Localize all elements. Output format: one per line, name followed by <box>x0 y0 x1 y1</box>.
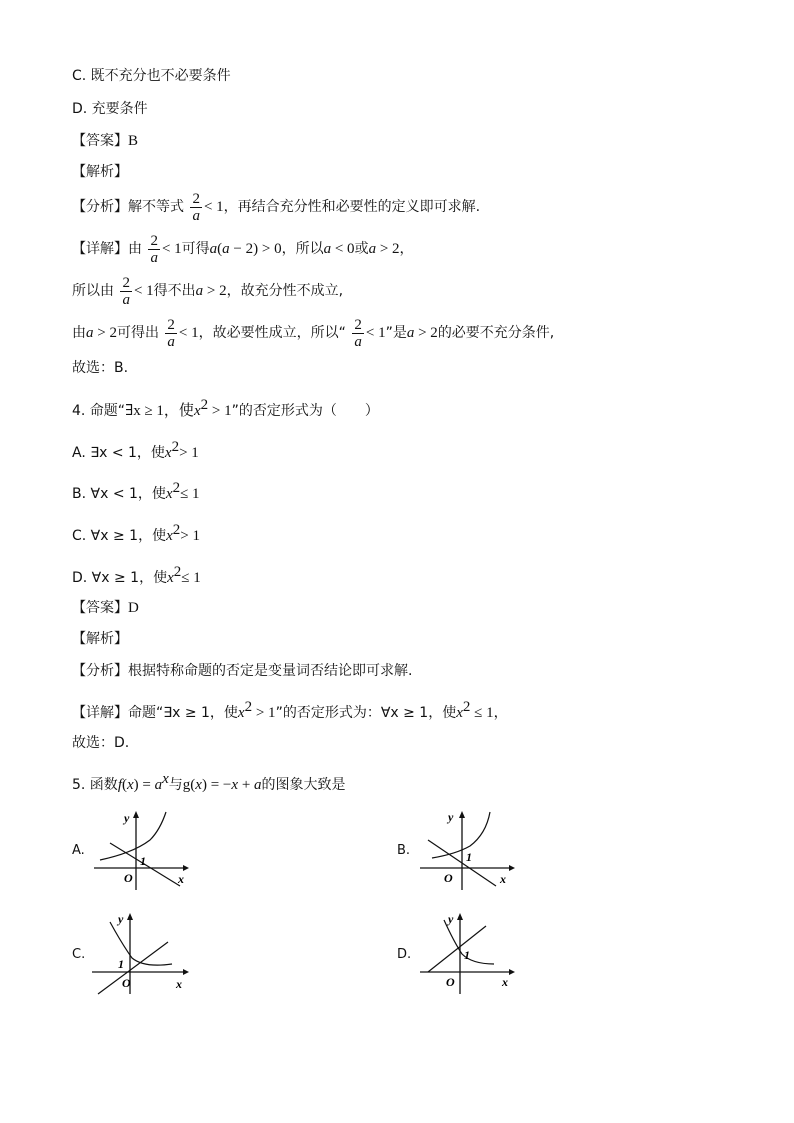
xiangjie-text-b: 可得 <box>181 241 210 257</box>
option-c: C. 既不充分也不必要条件 <box>72 68 231 84</box>
fenxi-tag: 【分析】 <box>72 199 128 215</box>
q4-fenxi-text: 根据特称命题的否定是变量词否结论即可求解. <box>128 663 413 679</box>
graph-d-label: D. <box>397 947 412 962</box>
q4-option-a-rel: > 1 <box>179 445 199 461</box>
q5-stem-b: 与 <box>168 777 183 793</box>
q5-stem-c: 的图象大致是 <box>261 777 346 793</box>
q5-stem-a: 5. 函数 <box>72 777 118 793</box>
graph-b <box>414 808 524 892</box>
xiangjie-text-e: ， <box>399 241 414 257</box>
xiangjie-tag: 【详解】 <box>72 241 128 257</box>
xiangjie-text-a: 由 <box>128 241 142 257</box>
fraction-2-over-a: $\frac{2}{a}$ <box>354 316 362 350</box>
q4-xiangjie: 【详解】命题“∃x ≥ 1，使$x^2 > 1$”的否定形式为：∀x ≥ 1，使$x^2 \le 1$， <box>72 699 508 721</box>
fraction-2-over-a: $\frac{2}{a}$ <box>122 274 130 308</box>
q4-answer-value: D <box>128 600 139 616</box>
q4-xiangjie-b: ”的否定形式为：∀x ≥ 1，使 <box>275 705 457 721</box>
fenxi-line: 【分析】解不等式 $\frac{2}{a}$ < 1，再结合充分性和必要性的定义即可求解. <box>72 190 481 224</box>
prev-select: 故选：B. <box>72 360 129 376</box>
graph-d-one: 1 <box>464 948 470 962</box>
xiangjie-line-3: 由a > 2可得出 $\frac{2}{a}$ < 1，故必要性成立，所以“ $\frac{2}{a}$ < 1”是a > 2的必要不充分条件, <box>72 316 555 350</box>
q4-stem-math: ∃x ≥ 1，使 <box>125 403 194 419</box>
q4-option-b-text: B. ∀x < 1，使 <box>72 486 166 502</box>
q4-select: 故选：D. <box>72 735 130 751</box>
q4-option-b-rel: ≤ 1 <box>180 486 200 502</box>
graph-d-y: y <box>448 912 454 926</box>
graph-a <box>88 808 198 892</box>
analysis-tag: 【解析】 <box>72 164 128 180</box>
graph-d-origin: O <box>446 975 455 989</box>
graph-c-x: x <box>176 977 182 991</box>
graph-b-origin: O <box>444 871 453 885</box>
fenxi-text-b: ，再结合充分性和必要性的定义即可求解. <box>223 199 481 215</box>
xiangjie-line-2: 所以由 $\frac{2}{a}$ < 1得不出a > 2，故充分性不成立, <box>72 274 344 308</box>
q4-option-a-text: A. ∃x < 1，使 <box>72 445 165 461</box>
answer-tag: 【答案】 <box>72 133 128 149</box>
line3-text-c: ，故必要性成立，所以“ <box>198 325 346 341</box>
q4-option-d: D. ∀x ≥ 1，使$x^2\le 1$ <box>72 564 201 586</box>
graph-d <box>414 910 524 996</box>
xiangjie-text-c: ，所以 <box>281 241 324 257</box>
q4-option-c-text: C. ∀x ≥ 1，使 <box>72 528 167 544</box>
fraction-2-over-a: $\frac{2}{a}$ <box>192 190 200 224</box>
graph-c <box>88 910 198 996</box>
q4-stem-a: 4. 命题“ <box>72 403 126 419</box>
line2-text-a: 所以由 <box>72 283 114 299</box>
q4-xiangjie-a: 命题“∃x ≥ 1，使 <box>128 705 238 721</box>
line3-text-a: 由 <box>72 325 86 341</box>
fraction-2-over-a: $\frac{2}{a}$ <box>150 232 158 266</box>
line2-text-c: ，故充分性不成立, <box>226 283 344 299</box>
fenxi-text-a: 解不等式 <box>128 199 184 215</box>
graph-b-y: y <box>448 810 454 824</box>
q4-fenxi <box>72 661 412 681</box>
graph-d-x: x <box>502 975 508 989</box>
q4-xiangjie-tag: 【详解】 <box>72 705 128 721</box>
line3-text-b: 可得出 <box>116 325 159 341</box>
q4-option-d-rel: ≤ 1 <box>181 570 201 586</box>
option-d: D. 充要条件 <box>72 101 148 117</box>
xiangjie-text-d: 或 <box>354 241 369 257</box>
answer-value: B <box>128 133 139 149</box>
graph-c-label: C. <box>72 947 86 962</box>
graph-a-x: x <box>178 872 184 886</box>
q4-fenxi-tag: 【分析】 <box>72 663 128 679</box>
q4-stem-b: ”的否定形式为（ ） <box>231 403 379 419</box>
q4-answer-tag: 【答案】 <box>72 600 128 616</box>
q4-analysis-tag: 【解析】 <box>72 631 128 647</box>
graph-a-y: y <box>124 811 130 825</box>
graph-b-one: 1 <box>466 850 472 864</box>
q4-answer <box>72 598 139 618</box>
graph-c-one: 1 <box>118 957 124 971</box>
fraction-2-over-a: $\frac{2}{a}$ <box>167 316 175 350</box>
line3-text-e: 的必要不充分条件, <box>437 325 555 341</box>
q4-option-c: C. ∀x ≥ 1，使$x^2> 1$ <box>72 522 200 544</box>
graph-b-label: B. <box>397 843 411 858</box>
q4-option-d-text: D. ∀x ≥ 1，使 <box>72 570 168 586</box>
answer-line <box>72 131 138 151</box>
graph-c-y: y <box>118 912 124 926</box>
q4-option-b: B. ∀x < 1，使$x^2\le 1$ <box>72 480 200 502</box>
graph-b-x: x <box>500 872 506 886</box>
graph-a-origin: O <box>124 871 133 885</box>
q4-stem: 4. 命题“∃x ≥ 1，使$x^2 > 1$”的否定形式为（ ） <box>72 397 379 419</box>
q5-stem: 5. 函数$f(x) = a^x$与g(x) = −x + a的图象大致是 <box>72 771 346 793</box>
graph-c-origin: O <box>122 976 131 990</box>
graph-a-label: A. <box>72 843 85 858</box>
line3-text-d: ”是 <box>385 325 407 341</box>
graph-a-one: 1 <box>140 854 146 868</box>
xiangjie-line-1: 【详解】由 $\frac{2}{a}$ < 1可得a(a − 2) > 0，所以a < 0或a > 2， <box>72 232 414 266</box>
q4-xiangjie-c: ， <box>493 705 508 721</box>
q4-option-a: A. ∃x < 1，使$x^2> 1$ <box>72 439 199 461</box>
line2-text-b: 得不出 <box>153 283 196 299</box>
q4-option-c-rel: > 1 <box>180 528 200 544</box>
